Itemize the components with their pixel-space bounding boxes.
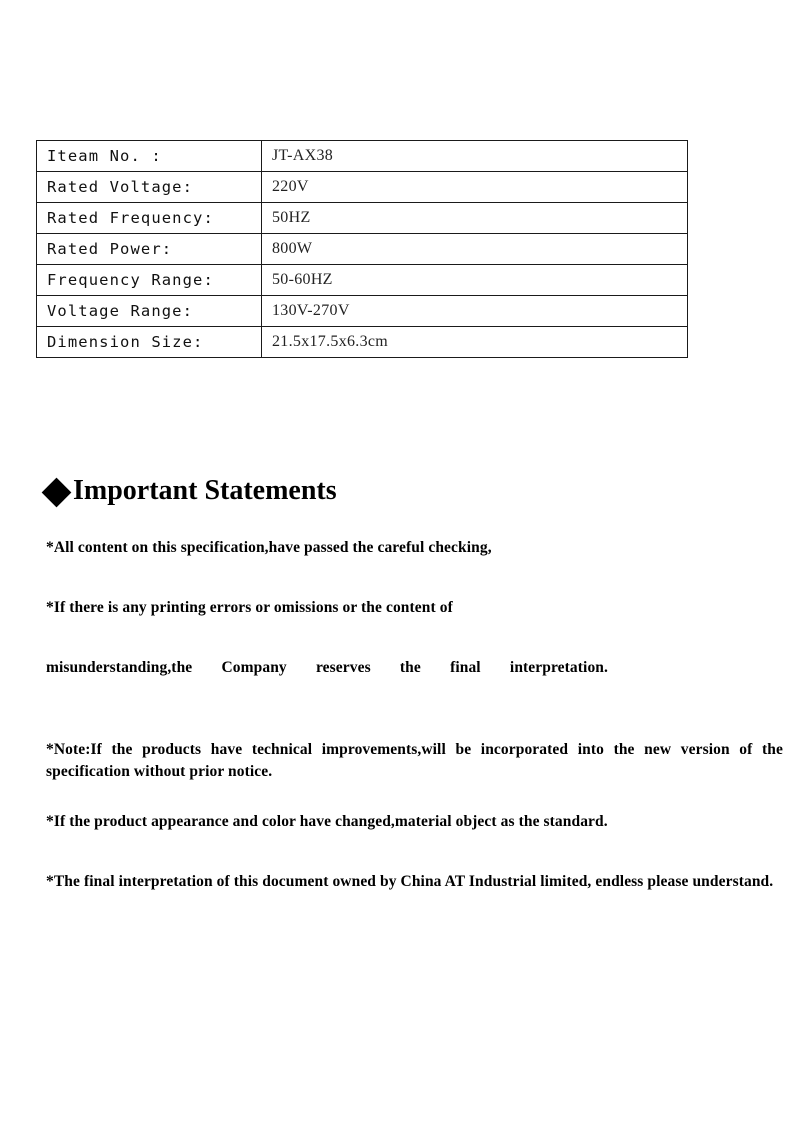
diamond-icon — [42, 478, 72, 508]
table-row — [37, 141, 688, 172]
spec-label: Voltage Range: — [37, 296, 262, 327]
specification-table-body — [37, 141, 688, 358]
spec-value: 50-60HZ — [262, 265, 688, 296]
statement-item: *Note:If the products have technical improvements,will be incorporated into the new version of the specification without prior notice. — [46, 740, 783, 780]
spec-label: Rated Frequency: — [37, 203, 262, 234]
statement-item: *All content on this specification,have passed the careful checking, — [46, 538, 492, 556]
statement-item: *The final interpretation of this document owned by China AT Industrial limited, endless please understand. — [46, 872, 774, 890]
spec-value: 130V-270V — [262, 296, 688, 327]
table-row — [37, 203, 688, 234]
spec-value: JT-AX38 — [262, 141, 688, 172]
statement-item: *If the product appearance and color have changed,material object as the standard. — [46, 812, 608, 830]
specification-table — [36, 140, 688, 358]
spec-value: 220V — [262, 172, 688, 203]
spec-value: 800W — [262, 234, 688, 265]
spec-label: Iteam No. : — [37, 141, 262, 172]
spec-label: Frequency Range: — [37, 265, 262, 296]
table-row — [37, 327, 688, 358]
table-row — [37, 172, 688, 203]
spec-value: 21.5x17.5x6.3cm — [262, 327, 688, 358]
table-row — [37, 296, 688, 327]
table-row — [37, 234, 688, 265]
spec-label: Rated Voltage: — [37, 172, 262, 203]
important-statements-section — [46, 476, 783, 921]
statements-heading — [46, 476, 783, 507]
table-row — [37, 265, 688, 296]
statement-item: *If there is any printing errors or omissions or the content of — [46, 598, 453, 616]
statements-heading-label: Important Statements — [73, 475, 337, 506]
statement-item: misunderstanding,the Company reserves the final interpretation. — [46, 658, 608, 676]
spec-value: 50HZ — [262, 203, 688, 234]
spec-label: Dimension Size: — [37, 327, 262, 358]
spec-label: Rated Power: — [37, 234, 262, 265]
